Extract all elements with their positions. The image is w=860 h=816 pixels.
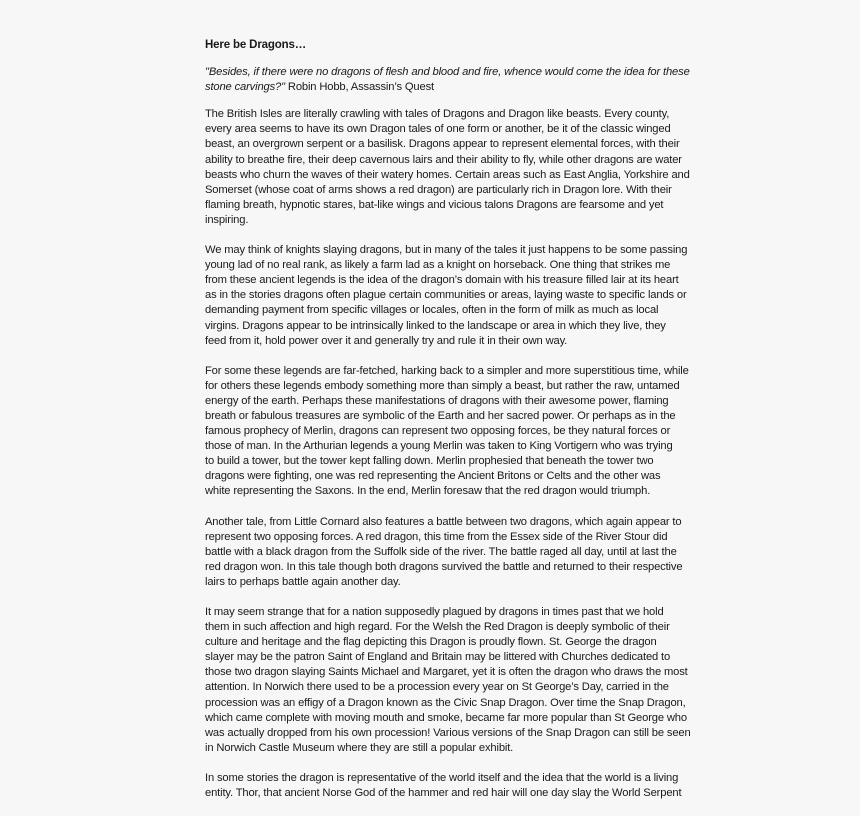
paragraph-line: as in the stories dragons often plague certain communities or areas, laying waste to specific lands or bbox=[205, 289, 687, 302]
epigraph-attribution: Robin Hobb, Assassin’s Quest bbox=[284, 81, 434, 94]
paragraph-line: For some these legends are far-fetched, harking back to a simpler and more superstitious time, while bbox=[205, 364, 689, 377]
paragraph-line: attention. In Norwich there used to be a procession every year on St George’s Day, carried in the bbox=[205, 681, 669, 694]
paragraph-line: was actually dropped from his own procession! Various versions of the Snap Dragon can still be seen bbox=[205, 726, 691, 739]
paragraph-line: from these ancient legends is the idea of the dragon’s domain with his treasure filled lair at its heart bbox=[205, 274, 679, 287]
paragraph bbox=[205, 605, 845, 756]
paragraph-line: them in such affection and high regard. For the Welsh the Red Dragon is deeply symbolic of their bbox=[205, 621, 670, 634]
paragraph bbox=[205, 364, 845, 500]
paragraph-line: In some stories the dragon is representative of the world itself and the idea that the world is a living bbox=[205, 771, 679, 784]
paragraph-line: in Norwich Castle Museum where they are still a popular exhibit. bbox=[205, 741, 514, 754]
paragraph-line: dragons were fighting, one was red representing the Ancient Britons or Celts and the other was bbox=[205, 470, 661, 483]
paragraph-line: We may think of knights slaying dragons, but in many of the tales it just happens to be some passing bbox=[205, 244, 688, 257]
paragraph bbox=[205, 515, 845, 590]
paragraph-line: beasts who churn the waves of their watery homes. Certain areas such as East Anglia, Yorkshire and bbox=[205, 168, 690, 181]
paragraph-line: procession was an effigy of a Dragon known as the Civic Snap Dragon. Over time the Snap Dragon, bbox=[205, 696, 686, 709]
paragraph-line: It may seem strange that for a nation supposedly plagued by dragons in times past that we hold bbox=[205, 606, 664, 618]
epigraph-line bbox=[205, 65, 845, 80]
paragraph-line: slayer may be the patron Saint of England and Britain may be littered with Churches dedicated to bbox=[205, 651, 671, 664]
epigraph-quote-text: stone carvings?" bbox=[205, 81, 285, 94]
paragraph-line: Another tale, from Little Cornard also features a battle between two dragons, which again appear to bbox=[205, 515, 682, 528]
paragraph bbox=[205, 243, 845, 349]
paragraph-line: to build a tower, but the tower kept falling down. Merlin prophesied that beneath the tower two bbox=[205, 455, 654, 468]
paragraph-line: breath or fabulous treasures are symbolic of the Earth and her sacred power. Or perhaps as in the bbox=[205, 409, 676, 422]
paragraph-line: lairs to perhaps battle again another day. bbox=[205, 575, 401, 588]
document-title: Here be Dragons… bbox=[205, 39, 307, 51]
paragraph-line: inspiring. bbox=[205, 213, 249, 226]
paragraph-line: entity. Thor, that ancient Norse God of the hammer and red hair will one day slay the World Serpent bbox=[205, 787, 682, 800]
document-page bbox=[205, 38, 845, 816]
paragraph-line: famous prophecy of Merlin, dragons can represent two opposing forces, be they natural forces or bbox=[205, 425, 671, 438]
paragraph-line: white representing the Saxons. In the end, Merlin foresaw that the red dragon would triumph. bbox=[205, 485, 651, 498]
paragraph-line: Somerset (whose coat of arms shows a red dragon) are particularly rich in Dragon lore. With their bbox=[205, 183, 672, 196]
paragraph-line: battle with a black dragon from the Suffolk side of the river. The battle raged all day, until at last the bbox=[205, 545, 677, 558]
body-paragraphs bbox=[205, 107, 845, 801]
paragraph-line: feed from it, hold power over it and generally try and rule it in their own way. bbox=[205, 334, 568, 347]
paragraph bbox=[205, 107, 845, 228]
paragraph-line: flaming breath, hypnotic stares, bat-like wings and vicious talons Dragons are fearsome and yet bbox=[205, 198, 664, 211]
paragraph-line: demanding payment from specific villages or locales, often in the form of milk as much as local bbox=[205, 304, 659, 317]
paragraph-line: red dragon won. In this tale though both dragons survived the battle and returned to their respective bbox=[205, 560, 683, 573]
paragraph-line: represent two opposing forces. A red dragon, this time from the Essex side of the River Stour did bbox=[205, 530, 668, 543]
paragraph-line: culture and heritage and the flag depicting this Dragon is proudly flown. St. George the dragon bbox=[205, 636, 657, 649]
epigraph-line bbox=[205, 80, 845, 95]
paragraph-line: those two dragon slaying Saints Michael and Margaret, yet it is often the dragon who draws the most bbox=[205, 666, 688, 679]
epigraph bbox=[205, 65, 845, 95]
paragraph-line: energy of the earth. Perhaps these manifestations of dragons with their awesome power, flaming bbox=[205, 394, 669, 407]
paragraph-line: every area seems to have its own Dragon tales of one form or another, be it of the classic winged bbox=[205, 123, 671, 136]
paragraph-line: beast, an overgrown serpent or a basilisk. Dragons appear to represent elemental forces, with their bbox=[205, 138, 680, 151]
paragraph-line: those of man. In the Arthurian legends a young Merlin was taken to King Vortigern who was trying bbox=[205, 440, 673, 453]
epigraph-quote-text: "Besides, if there were no dragons of flesh and blood and fire, whence would come the idea for these bbox=[205, 66, 690, 79]
paragraph-line: young lad of no real rank, as likely a farm lad as a knight on horseback. One thing that strikes me bbox=[205, 259, 671, 272]
paragraph-line: ability to breathe fire, their deep cavernous lairs and their ability to fly, while other dragons are water bbox=[205, 153, 682, 166]
paragraph bbox=[205, 771, 845, 801]
paragraph-line: The British Isles are literally crawling with tales of Dragons and Dragon like beasts. Every county, bbox=[205, 108, 670, 121]
paragraph-line: virgins. Dragons appear to be intrinsically linked to the landscape or area in which they live, they bbox=[205, 319, 666, 332]
paragraph-line: for others these legends embody something more than simply a beast, but rather the raw, untamed bbox=[205, 379, 680, 392]
paragraph-line: which came complete with moving mouth and smoke, became far more popular than St George who bbox=[205, 711, 687, 724]
